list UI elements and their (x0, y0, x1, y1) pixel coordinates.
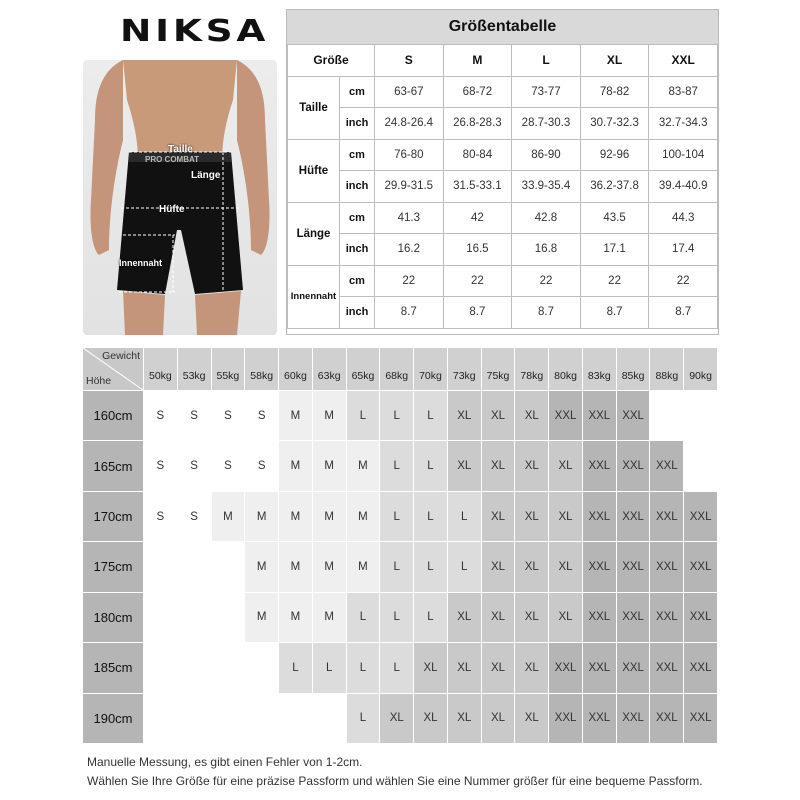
grid-size-cell: XXL (617, 643, 650, 692)
grid-size-cell: XL (414, 694, 447, 743)
grid-size-cell: XL (549, 593, 582, 642)
grid-size-cell: XL (482, 593, 515, 642)
grid-size-cell (144, 542, 177, 591)
note-measurement: Manuelle Messung, es gibt einen Fehler von 1-2cm. (87, 755, 363, 769)
grid-size-cell: XXL (650, 441, 683, 490)
grid-size-cell: XXL (549, 643, 582, 692)
weight-header: 68kg (380, 348, 413, 390)
grid-size-cell (144, 694, 177, 743)
size-value-cell: 22 (649, 265, 718, 297)
grid-size-cell: M (279, 492, 312, 541)
grid-size-cell (684, 441, 717, 490)
size-value-cell: 44.3 (649, 202, 718, 234)
size-value-cell: 36.2-37.8 (580, 171, 649, 203)
grid-size-cell: XL (380, 694, 413, 743)
size-header-xl: XL (580, 45, 649, 77)
grid-size-cell: XL (482, 441, 515, 490)
grid-size-cell: S (212, 441, 245, 490)
grid-size-cell: XXL (617, 593, 650, 642)
size-value-cell: 26.8-28.3 (443, 108, 512, 140)
size-value-cell: 32.7-34.3 (649, 108, 718, 140)
grid-size-cell (212, 593, 245, 642)
size-row (288, 234, 718, 266)
size-value-cell: 76-80 (375, 139, 444, 171)
weight-header: 50kg (144, 348, 177, 390)
grid-size-cell: M (313, 593, 346, 642)
size-unit-label: inch (340, 234, 375, 266)
grid-size-cell: XL (482, 492, 515, 541)
weight-header: 88kg (650, 348, 683, 390)
grid-size-cell: L (380, 492, 413, 541)
waistband-text: PRO COMBAT (145, 155, 200, 164)
grid-size-cell (178, 643, 211, 692)
grid-size-cell: M (279, 542, 312, 591)
grid-size-cell: XL (448, 593, 481, 642)
grid-size-cell: XXL (684, 492, 717, 541)
weight-header: 60kg (279, 348, 312, 390)
size-header-s: S (375, 45, 444, 77)
grid-size-cell: S (144, 492, 177, 541)
grid-size-cell: XXL (549, 694, 582, 743)
grid-size-cell: S (178, 391, 211, 440)
grid-size-cell: XXL (583, 694, 616, 743)
height-header: 185cm (83, 643, 143, 692)
grid-size-cell: L (414, 391, 447, 440)
size-value-cell: 22 (375, 265, 444, 297)
grid-size-cell: XL (515, 542, 548, 591)
grid-size-cell: XL (515, 694, 548, 743)
grid-size-cell: M (313, 492, 346, 541)
grid-size-cell: M (313, 542, 346, 591)
grid-size-cell: XXL (650, 492, 683, 541)
grid-size-cell: L (380, 542, 413, 591)
grid-size-cell: M (313, 441, 346, 490)
grid-size-cell: XL (448, 643, 481, 692)
grid-size-cell: XXL (617, 694, 650, 743)
size-value-cell: 17.1 (580, 234, 649, 266)
grid-size-cell (178, 542, 211, 591)
grid-size-cell: XXL (650, 542, 683, 591)
grid-size-cell: L (347, 643, 380, 692)
size-value-cell: 29.9-31.5 (375, 171, 444, 203)
size-value-cell: 24.8-26.4 (375, 108, 444, 140)
size-value-cell: 8.7 (580, 297, 649, 329)
size-row (288, 171, 718, 203)
size-value-cell: 17.4 (649, 234, 718, 266)
grid-size-cell: M (245, 593, 278, 642)
size-value-cell: 16.8 (512, 234, 581, 266)
weight-header: 80kg (549, 348, 582, 390)
weight-axis-label: Gewicht (102, 350, 140, 362)
weight-header: 75kg (482, 348, 515, 390)
height-header: 190cm (83, 694, 143, 743)
grid-size-cell: XXL (684, 542, 717, 591)
grid-size-cell: M (347, 441, 380, 490)
grid-size-cell: XL (515, 492, 548, 541)
weight-height-grid (83, 348, 717, 743)
grid-size-cell: XXL (684, 643, 717, 692)
size-value-cell: 73-77 (512, 76, 581, 108)
size-value-cell: 86-90 (512, 139, 581, 171)
grid-size-cell: S (178, 492, 211, 541)
size-group-label: Innennaht (288, 265, 340, 328)
grid-size-cell: XXL (650, 643, 683, 692)
grid-size-cell: M (245, 542, 278, 591)
grid-size-cell: XXL (583, 593, 616, 642)
grid-size-cell: XXL (583, 391, 616, 440)
grid-size-cell: S (212, 391, 245, 440)
weight-header: 73kg (448, 348, 481, 390)
size-row (288, 76, 718, 108)
grid-size-cell (313, 694, 346, 743)
grid-size-cell: L (347, 694, 380, 743)
grid-size-cell: L (414, 441, 447, 490)
weight-header: 53kg (178, 348, 211, 390)
grid-size-cell (212, 694, 245, 743)
grid-size-cell: XL (515, 643, 548, 692)
grid-size-cell: XXL (583, 492, 616, 541)
size-row (288, 139, 718, 171)
size-value-cell: 8.7 (375, 297, 444, 329)
brand-logo: NIKSA (120, 14, 270, 49)
grid-size-cell: XL (448, 441, 481, 490)
size-unit-label: cm (340, 139, 375, 171)
size-value-cell: 22 (580, 265, 649, 297)
label-taille: Taille (168, 144, 193, 155)
size-value-cell: 22 (512, 265, 581, 297)
size-value-cell: 41.3 (375, 202, 444, 234)
size-header-m: M (443, 45, 512, 77)
size-header-label: Größe (288, 45, 375, 77)
grid-size-cell: XL (448, 694, 481, 743)
weight-header: 65kg (347, 348, 380, 390)
height-header: 160cm (83, 391, 143, 440)
size-chart (286, 9, 719, 335)
size-header-xxl: XXL (649, 45, 718, 77)
size-unit-label: cm (340, 76, 375, 108)
size-unit-label: cm (340, 265, 375, 297)
grid-size-cell (178, 593, 211, 642)
grid-size-cell: M (279, 593, 312, 642)
grid-size-cell: L (380, 643, 413, 692)
grid-size-cell: XXL (617, 391, 650, 440)
size-value-cell: 16.2 (375, 234, 444, 266)
size-group-label: Taille (288, 76, 340, 139)
grid-size-cell (245, 694, 278, 743)
product-photo (83, 60, 277, 335)
size-value-cell: 8.7 (512, 297, 581, 329)
grid-size-cell (144, 593, 177, 642)
size-value-cell: 28.7-30.3 (512, 108, 581, 140)
size-value-cell: 68-72 (443, 76, 512, 108)
grid-size-cell: L (347, 593, 380, 642)
grid-size-cell: L (414, 492, 447, 541)
weight-header: 55kg (212, 348, 245, 390)
grid-size-cell: L (448, 492, 481, 541)
size-header-l: L (512, 45, 581, 77)
size-row (288, 202, 718, 234)
grid-size-cell: M (313, 391, 346, 440)
size-row (288, 297, 718, 329)
grid-size-cell: XXL (549, 391, 582, 440)
grid-size-cell: L (380, 441, 413, 490)
grid-size-cell: L (313, 643, 346, 692)
size-value-cell: 43.5 (580, 202, 649, 234)
weight-header: 70kg (414, 348, 447, 390)
size-value-cell: 22 (443, 265, 512, 297)
size-chart-title: Größentabelle (287, 10, 718, 44)
size-value-cell: 42 (443, 202, 512, 234)
grid-size-cell: XXL (583, 441, 616, 490)
size-value-cell: 80-84 (443, 139, 512, 171)
grid-size-cell: L (414, 593, 447, 642)
label-huefte: Hüfte (159, 204, 185, 215)
grid-size-cell (178, 694, 211, 743)
size-value-cell: 92-96 (580, 139, 649, 171)
grid-size-cell: L (380, 391, 413, 440)
size-row (288, 108, 718, 140)
size-value-cell: 63-67 (375, 76, 444, 108)
grid-size-cell: S (245, 441, 278, 490)
size-value-cell: 8.7 (649, 297, 718, 329)
height-header: 170cm (83, 492, 143, 541)
label-innennaht: Innennaht (119, 258, 162, 268)
note-fit: Wählen Sie Ihre Größe für eine präzise Passform und wählen Sie eine Nummer größer für eine bequeme Passform. (87, 774, 703, 788)
grid-size-cell: S (144, 441, 177, 490)
size-value-cell: 78-82 (580, 76, 649, 108)
grid-size-cell: XXL (684, 593, 717, 642)
grid-size-cell: L (347, 391, 380, 440)
grid-size-cell: L (380, 593, 413, 642)
grid-size-cell: M (245, 492, 278, 541)
model-illustration (83, 60, 277, 335)
grid-size-cell: XL (482, 643, 515, 692)
height-header: 175cm (83, 542, 143, 591)
grid-size-cell: XL (515, 391, 548, 440)
grid-size-cell: XXL (684, 694, 717, 743)
size-value-cell: 8.7 (443, 297, 512, 329)
grid-size-cell: XXL (650, 694, 683, 743)
height-header: 165cm (83, 441, 143, 490)
size-value-cell: 33.9-35.4 (512, 171, 581, 203)
grid-size-cell (245, 643, 278, 692)
weight-header: 78kg (515, 348, 548, 390)
grid-size-cell: XL (549, 542, 582, 591)
grid-size-cell: XXL (617, 492, 650, 541)
size-group-label: Länge (288, 202, 340, 265)
grid-size-cell: XL (482, 694, 515, 743)
size-unit-label: inch (340, 297, 375, 329)
size-unit-label: inch (340, 108, 375, 140)
size-value-cell: 31.5-33.1 (443, 171, 512, 203)
grid-size-cell: XXL (650, 593, 683, 642)
grid-size-cell: XXL (617, 441, 650, 490)
grid-size-cell: L (279, 643, 312, 692)
grid-size-cell: M (347, 492, 380, 541)
grid-size-cell: XXL (617, 542, 650, 591)
grid-size-cell: M (347, 542, 380, 591)
grid-size-cell: L (448, 542, 481, 591)
grid-size-cell: XL (549, 441, 582, 490)
size-value-cell: 16.5 (443, 234, 512, 266)
grid-size-cell (684, 391, 717, 440)
grid-size-cell (279, 694, 312, 743)
grid-size-cell (212, 542, 245, 591)
size-table (287, 44, 718, 329)
grid-size-cell (650, 391, 683, 440)
size-row (288, 265, 718, 297)
grid-size-cell: XL (515, 593, 548, 642)
size-unit-label: cm (340, 202, 375, 234)
grid-size-cell: M (279, 391, 312, 440)
size-value-cell: 30.7-32.3 (580, 108, 649, 140)
grid-corner (83, 348, 143, 390)
grid-size-cell: XXL (583, 643, 616, 692)
weight-header: 63kg (313, 348, 346, 390)
label-laenge: Länge (191, 170, 221, 181)
grid-size-cell: XXL (583, 542, 616, 591)
grid-size-cell: M (212, 492, 245, 541)
size-header-row (288, 45, 718, 77)
grid-size-cell: L (414, 542, 447, 591)
grid-size-cell (144, 643, 177, 692)
grid-size-cell: XL (448, 391, 481, 440)
weight-header: 85kg (617, 348, 650, 390)
grid-size-cell: XL (515, 441, 548, 490)
height-header: 180cm (83, 593, 143, 642)
size-value-cell: 83-87 (649, 76, 718, 108)
grid-size-cell: XL (482, 391, 515, 440)
size-unit-label: inch (340, 171, 375, 203)
grid-size-cell: XL (414, 643, 447, 692)
size-value-cell: 42.8 (512, 202, 581, 234)
size-value-cell: 39.4-40.9 (649, 171, 718, 203)
weight-header: 83kg (583, 348, 616, 390)
grid-size-cell: XL (549, 492, 582, 541)
grid-size-cell: M (279, 441, 312, 490)
grid-size-cell: S (178, 441, 211, 490)
grid-size-cell (212, 643, 245, 692)
height-axis-label: Höhe (86, 375, 112, 387)
weight-header: 58kg (245, 348, 278, 390)
weight-header: 90kg (684, 348, 717, 390)
grid-size-cell: S (144, 391, 177, 440)
grid-size-cell: S (245, 391, 278, 440)
grid-size-cell: XL (482, 542, 515, 591)
size-value-cell: 100-104 (649, 139, 718, 171)
size-group-label: Hüfte (288, 139, 340, 202)
